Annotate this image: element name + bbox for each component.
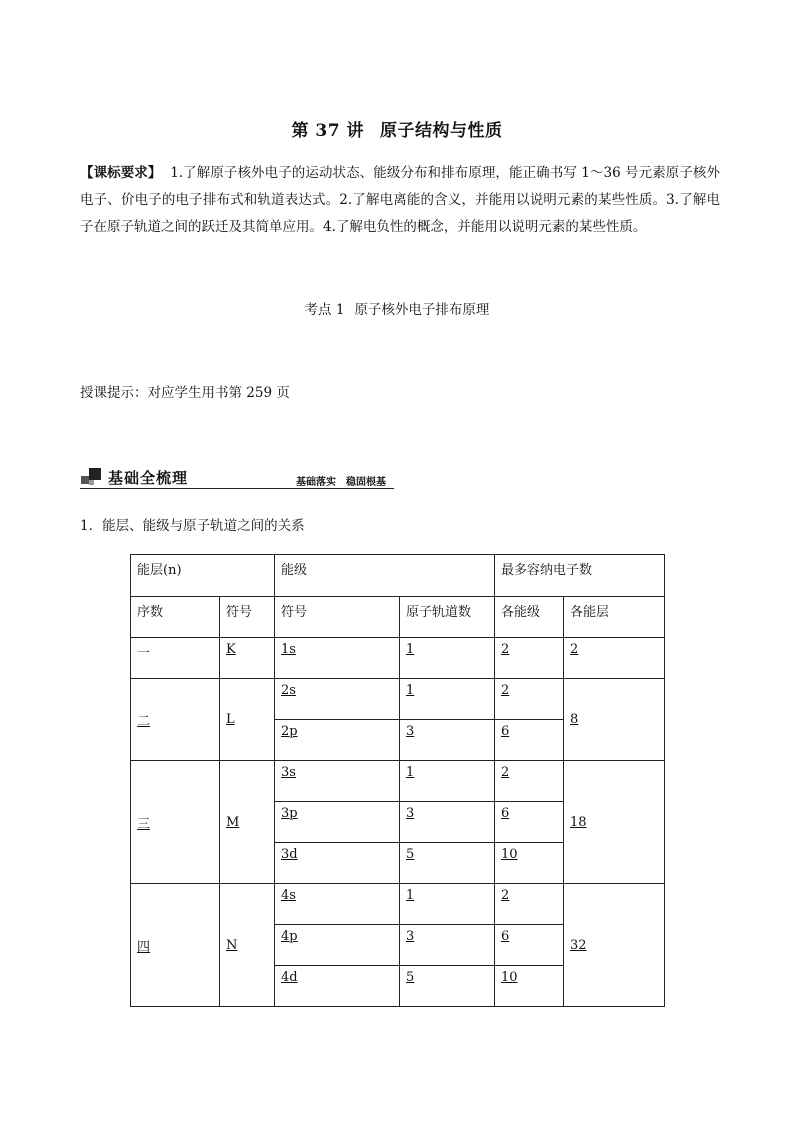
table-header-row <box>131 555 665 597</box>
section-square-icon <box>89 480 94 485</box>
level-electrons <box>495 679 564 720</box>
header-layer: 能层(n) <box>131 555 275 597</box>
requirements-text: 1.了解原子核外电子的运动状态、能级分布和排布原理，能正确书写 1～36 号元素原子核外电子、价电子的电子排布式和轨道表达式。2.了解电离能的含义，并能用以说明元素的某些性质。3.了解电子在原子轨道之间的跃迁及其简单应用。4.了解电负性的概念，并能用以说明元素的某些性质。 <box>80 165 721 235</box>
level-orbitals <box>400 761 495 802</box>
layer-order-value: 四 <box>137 939 151 955</box>
topic-name: 原子核外电子排布原理 <box>354 302 490 318</box>
table-row <box>131 884 665 925</box>
level-electrons <box>495 638 564 679</box>
level-symbol <box>275 966 400 1007</box>
level-symbol-value: 4p <box>281 929 298 944</box>
level-symbol <box>275 679 400 720</box>
layer-total-electrons-value: 18 <box>570 814 587 830</box>
level-orbitals-value: 3 <box>406 929 415 944</box>
level-orbitals <box>400 720 495 761</box>
subheader-orbitals: 原子轨道数 <box>400 597 495 638</box>
level-symbol-value: 4s <box>281 888 296 903</box>
level-orbitals <box>400 802 495 843</box>
level-electrons <box>495 802 564 843</box>
layer-total-electrons-value: 8 <box>570 712 579 727</box>
layer-total-electrons-value: 32 <box>570 937 587 953</box>
level-electrons-value: 10 <box>501 847 518 862</box>
layer-order-value: 二 <box>137 714 151 729</box>
level-orbitals-value: 3 <box>406 806 415 821</box>
table-row <box>131 638 665 679</box>
level-symbol <box>275 843 400 884</box>
level-orbitals <box>400 679 495 720</box>
level-electrons-value: 2 <box>501 642 510 657</box>
table-subheader-row <box>131 597 665 638</box>
level-symbol-value: 1s <box>281 642 296 657</box>
subheader-each-level: 各能级 <box>495 597 564 638</box>
level-orbitals-value: 1 <box>406 765 415 780</box>
layer-total-electrons <box>564 638 665 679</box>
layer-order <box>131 679 220 761</box>
level-symbol-value: 3s <box>281 765 296 780</box>
header-max-electrons: 最多容纳电子数 <box>495 555 665 597</box>
layer-symbol-value: N <box>226 937 238 953</box>
level-orbitals-value: 1 <box>406 642 415 657</box>
section-square-icon <box>89 468 101 480</box>
level-orbitals <box>400 966 495 1007</box>
subheader-order: 序数 <box>131 597 220 638</box>
table-row <box>131 761 665 802</box>
level-symbol <box>275 720 400 761</box>
level-orbitals-value: 5 <box>406 970 415 985</box>
table-body <box>131 555 665 1007</box>
level-symbol <box>275 638 400 679</box>
subheader-symbol: 符号 <box>220 597 275 638</box>
level-symbol-value: 2s <box>281 683 296 698</box>
level-orbitals-value: 1 <box>406 888 415 903</box>
requirements-tag: 【课标要求】 <box>80 165 162 181</box>
layer-symbol-value: L <box>226 712 235 727</box>
level-electrons <box>495 884 564 925</box>
level-symbol-value: 2p <box>281 724 298 739</box>
level-electrons <box>495 843 564 884</box>
level-orbitals-value: 1 <box>406 683 415 698</box>
level-symbol-value: 4d <box>281 970 298 985</box>
level-electrons-value: 10 <box>501 970 518 985</box>
layer-order <box>131 638 220 679</box>
curriculum-requirements <box>80 160 720 241</box>
section-name: 基础全梳理 <box>108 469 189 487</box>
layer-order-value: 一 <box>137 646 151 661</box>
lecture-number: 第 37 讲 <box>291 121 364 141</box>
layer-symbol <box>220 638 275 679</box>
layer-order-value: 三 <box>137 816 151 832</box>
level-symbol-value: 3d <box>281 847 298 862</box>
level-electrons <box>495 761 564 802</box>
layer-order <box>131 884 220 1007</box>
layer-symbol <box>220 884 275 1007</box>
level-electrons-value: 6 <box>501 806 510 821</box>
level-electrons-value: 2 <box>501 888 510 903</box>
level-orbitals <box>400 843 495 884</box>
layer-symbol-value: M <box>226 814 240 830</box>
layer-symbol-value: K <box>226 642 236 657</box>
subheader-each-layer: 各能层 <box>564 597 665 638</box>
layer-total-electrons <box>564 761 665 884</box>
level-electrons-value: 2 <box>501 683 510 698</box>
lecture-name: 原子结构与性质 <box>380 121 503 141</box>
level-symbol <box>275 802 400 843</box>
layer-total-electrons-value: 2 <box>570 642 579 657</box>
layer-order <box>131 761 220 884</box>
level-symbol <box>275 925 400 966</box>
section-square-icon <box>81 476 89 484</box>
layer-symbol <box>220 679 275 761</box>
layer-total-electrons <box>564 679 665 761</box>
section-header <box>80 466 394 489</box>
level-electrons-value: 2 <box>501 765 510 780</box>
header-level: 能级 <box>275 555 495 597</box>
level-electrons-value: 6 <box>501 724 510 739</box>
level-symbol <box>275 761 400 802</box>
section-motto: 基础落实 稳固根基 <box>296 477 386 488</box>
level-orbitals <box>400 925 495 966</box>
table-row <box>131 679 665 720</box>
level-orbitals-value: 3 <box>406 724 415 739</box>
subheader-level-symbol: 符号 <box>275 597 400 638</box>
level-orbitals <box>400 884 495 925</box>
level-electrons <box>495 720 564 761</box>
energy-level-table <box>130 554 665 1007</box>
level-electrons <box>495 925 564 966</box>
level-orbitals <box>400 638 495 679</box>
level-electrons-value: 6 <box>501 929 510 944</box>
level-symbol-value: 3p <box>281 806 298 821</box>
teaching-hint: 授课提示：对应学生用书第 259 页 <box>80 385 290 401</box>
subheading: 1．能层、能级与原子轨道之间的关系 <box>80 518 305 534</box>
level-orbitals-value: 5 <box>406 847 415 862</box>
level-symbol <box>275 884 400 925</box>
lecture-title <box>0 116 794 141</box>
level-electrons <box>495 966 564 1007</box>
layer-total-electrons <box>564 884 665 1007</box>
topic-label: 考点 1 <box>304 302 345 318</box>
topic-heading <box>0 298 794 318</box>
layer-symbol <box>220 761 275 884</box>
